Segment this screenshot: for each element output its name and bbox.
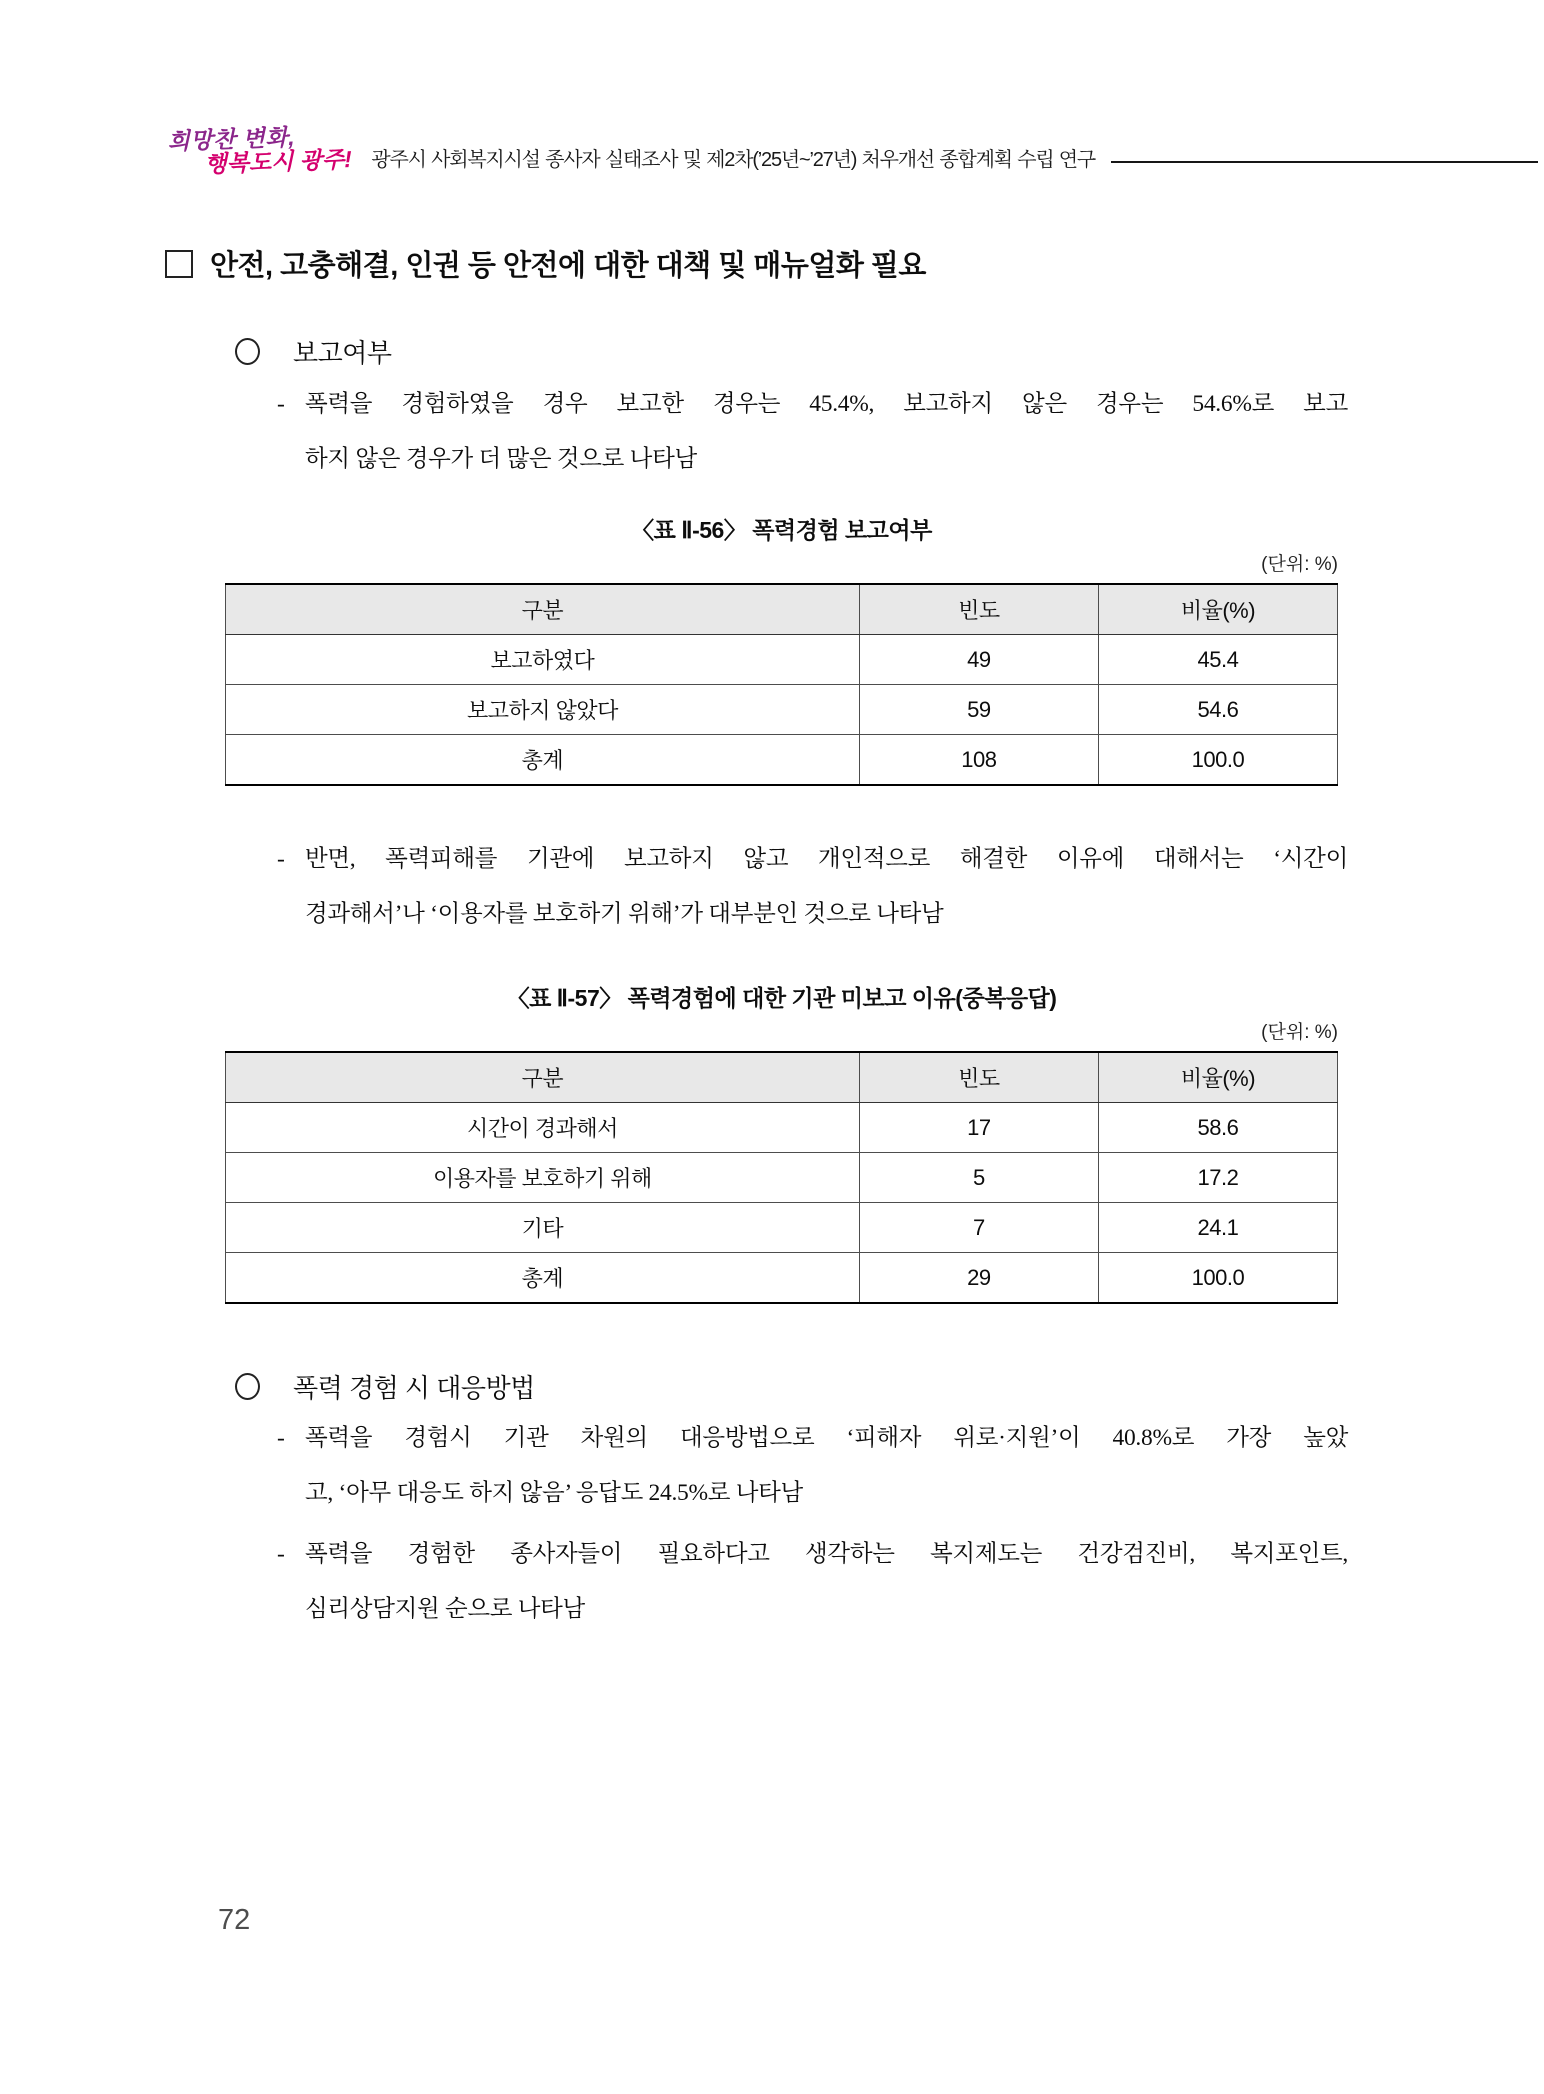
cell-ratio: 54.6: [1098, 685, 1337, 735]
paragraph: [277, 1411, 1348, 1521]
dash-bullet: -: [277, 1541, 285, 1567]
cell-category: 총계: [226, 735, 860, 786]
table-nonreport-reasons: [225, 1051, 1338, 1304]
cell-ratio: 17.2: [1098, 1153, 1337, 1203]
page-body: [165, 243, 1348, 1637]
subsection-title-text: 폭력 경험 시 대응방법: [293, 1373, 535, 1403]
square-bullet-icon: [165, 250, 193, 278]
cell-frequency: 29: [859, 1253, 1098, 1304]
table-header-row: [226, 584, 1338, 635]
cell-frequency: 49: [859, 635, 1098, 685]
cell-category: 보고하였다: [226, 635, 860, 685]
subsection-report-status: [235, 333, 1348, 370]
page-header: [167, 123, 1538, 178]
paragraph-line: 폭력을 경험하였을 경우 보고한 경우는 45.4%, 보고하지 않은 경우는 54.6%로 보고: [305, 391, 1348, 417]
paragraph-line: 심리상담지원 순으로 나타남: [305, 1596, 585, 1622]
paragraph-line: 폭력을 경험시 기관 차원의 대응방법으로 ‘피해자 위로·지원’이 40.8%로 가장 높았: [305, 1425, 1348, 1451]
page-number: 72: [218, 1904, 251, 1936]
circle-bullet-icon: [235, 338, 260, 365]
cell-ratio: 100.0: [1098, 1253, 1337, 1304]
dash-bullet: -: [277, 391, 285, 417]
paragraph-line: 하지 않은 경우가 더 많은 것으로 나타남: [305, 446, 697, 472]
column-header-frequency: 빈도: [859, 1052, 1098, 1103]
cell-ratio: 45.4: [1098, 635, 1337, 685]
section-heading: [165, 243, 1348, 284]
cell-frequency: 5: [859, 1153, 1098, 1203]
table-violence-report-status: [225, 583, 1338, 786]
paragraph: [277, 1527, 1348, 1637]
table-header-row: [226, 1052, 1338, 1103]
paragraph-line: 경과해서’나 ‘이용자를 보호하기 위해’가 대부분인 것으로 나타남: [305, 901, 944, 927]
logo-slogan-line2: 행복도시 광주!: [204, 146, 353, 178]
cell-category: 기타: [226, 1203, 860, 1253]
unit-label-56: (단위: %): [1261, 554, 1338, 575]
column-header-category: 구분: [226, 584, 860, 635]
paragraph-text: [305, 832, 1348, 942]
column-header-category: 구분: [226, 1052, 860, 1103]
table-row-total: [226, 735, 1338, 786]
logo-slogan-line1: 희망찬 변화,: [167, 123, 296, 155]
cell-frequency: 7: [859, 1203, 1098, 1253]
paragraph-line: 폭력을 경험한 종사자들이 필요하다고 생각하는 복지제도는 건강검진비, 복지포인트,: [305, 1541, 1348, 1567]
table-row: [226, 1153, 1338, 1203]
table-row-total: [226, 1253, 1338, 1304]
table-row: [226, 1203, 1338, 1253]
cell-ratio: 58.6: [1098, 1103, 1337, 1153]
cell-ratio: 100.0: [1098, 735, 1337, 786]
unit-label-57: (단위: %): [1261, 1022, 1338, 1043]
gwangju-city-logo: [167, 123, 360, 178]
column-header-ratio: 비율(%): [1098, 584, 1337, 635]
table-caption-56: 〈표 Ⅱ-56〉 폭력경험 보고여부: [631, 517, 932, 543]
dash-bullet: -: [277, 846, 285, 872]
paragraph: [277, 377, 1348, 487]
table-row: [226, 685, 1338, 735]
subsection-title-text: 보고여부: [293, 338, 392, 368]
column-header-ratio: 비율(%): [1098, 1052, 1337, 1103]
dash-bullet: -: [277, 1425, 285, 1451]
cell-category: 시간이 경과해서: [226, 1103, 860, 1153]
circle-bullet-icon: [235, 1373, 260, 1400]
table-row: [226, 635, 1338, 685]
header-divider-line: [1111, 161, 1538, 163]
cell-frequency: 108: [859, 735, 1098, 786]
cell-category: 보고하지 않았다: [226, 685, 860, 735]
table-caption-57: 〈표 Ⅱ-57〉 폭력경험에 대한 기관 미보고 이유(중복응답): [506, 985, 1057, 1011]
table-row: [226, 1103, 1338, 1153]
cell-category: 이용자를 보호하기 위해: [226, 1153, 860, 1203]
subsection-response-methods: [235, 1368, 1348, 1405]
paragraph: [277, 832, 1348, 942]
running-head-title: 광주시 사회복지시설 종사자 실태조사 및 제2차(’25년~’27년) 처우개선 종합계획 수립 연구: [371, 149, 1096, 172]
section-heading-text: 안전, 고충해결, 인권 등 안전에 대한 대책 및 매뉴얼화 필요: [210, 250, 926, 282]
paragraph-text: [305, 1411, 1348, 1521]
cell-frequency: 59: [859, 685, 1098, 735]
paragraph-text: [305, 377, 1348, 487]
paragraph-text: [305, 1527, 1348, 1637]
cell-ratio: 24.1: [1098, 1203, 1337, 1253]
column-header-frequency: 빈도: [859, 584, 1098, 635]
cell-frequency: 17: [859, 1103, 1098, 1153]
cell-category: 총계: [226, 1253, 860, 1304]
paragraph-line: 고, ‘아무 대응도 하지 않음’ 응답도 24.5%로 나타남: [305, 1480, 803, 1506]
paragraph-line: 반면, 폭력피해를 기관에 보고하지 않고 개인적으로 해결한 이유에 대해서는 ‘시간이: [305, 846, 1348, 872]
